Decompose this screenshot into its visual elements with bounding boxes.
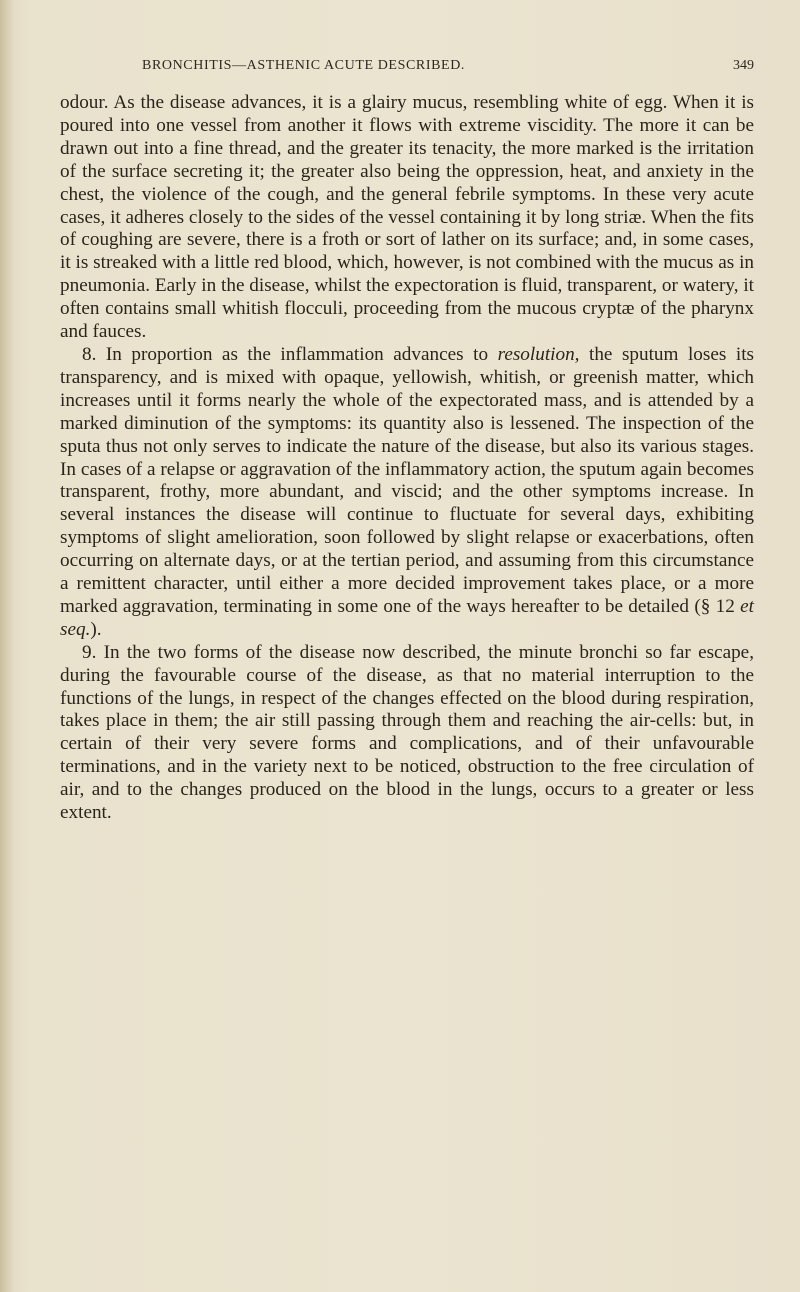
paragraph-8-start: 8. In proportion as the inflammation advances to — [82, 343, 498, 365]
paragraph-8-body: the sputum loses its transparency, and is mixed with opaque, yellowish, whitish, or greenish matter, which increases until it forms nearly the whole of the expectorated mass, and is attended by a marked diminution of the symptoms: its quantity also is lessened. The inspection of the sputa thus not only serves to indicate the nature of the disease, but also its various stages. In cases of a relapse or aggravation of the inflammatory action, the sputum again becomes transparent, frothy, more abundant, and viscid; and the other symptoms increase. In several instances the disease will continue to fluctuate for several days, exhibiting symptoms of slight amelioration, soon followed by slight relapse or exacerbations, often occurring on alternate days, or at the tertian period, and assuming from this circumstance a remittent character, until either a more decided improvement takes place, or a more marked aggravation, terminating in some one of the ways hereafter to be detailed (§ 12 — [60, 343, 754, 617]
paragraph-8-italic-resolution: resolution, — [497, 343, 580, 365]
body-text — [60, 92, 754, 825]
page-number: 349 — [733, 58, 754, 73]
paragraph-continued: odour. As the disease advances, it is a glairy mucus, resembling white of egg. When it is poured into one vessel from another it flows with extreme viscidity. The more it can be drawn out into a fine thread, and the greater its tenacity, the more marked is the irritation of the surface secreting it; the greater also being the oppression, heat, and anxiety in the chest, the violence of the cough, and the general febrile symptoms. In these very acute cases, it adheres closely to the sides of the vessel containing it by long striæ. When the fits of coughing are severe, there is a froth or sort of lather on its surface; and, in some cases, it is streaked with a little red blood, which, however, is not combined with the mucus as in pneumonia. Early in the disease, whilst the expectoration is fluid, transparent, or watery, it often contains small whitish flocculi, proceeding from the mucous cryptæ of the pharynx and fauces. — [60, 92, 754, 343]
paragraph-9: 9. In the two forms of the disease now described, the minute bronchi so far escape, during the favourable course of the disease, as that no material interruption to the functions of the lungs, in respect of the changes effected on the blood during respiration, takes place in them; the air still passing through them and reaching the air-cells: but, in certain of their very severe forms and complications, and of their unfavourable terminations, and in the variety next to be noticed, obstruction to the free circulation of air, and to the changes produced on the blood in the lungs, occurs to a greater or less extent. — [60, 641, 754, 824]
binding-edge — [0, 0, 14, 1292]
paragraph-8 — [60, 344, 754, 642]
paragraph-8-end: ). — [90, 618, 102, 640]
running-head — [60, 58, 760, 80]
running-title: BRONCHITIS—ASTHENIC ACUTE DESCRIBED. — [142, 58, 466, 73]
paragraph-8-italic-et-seq: et seq. — [60, 595, 754, 640]
